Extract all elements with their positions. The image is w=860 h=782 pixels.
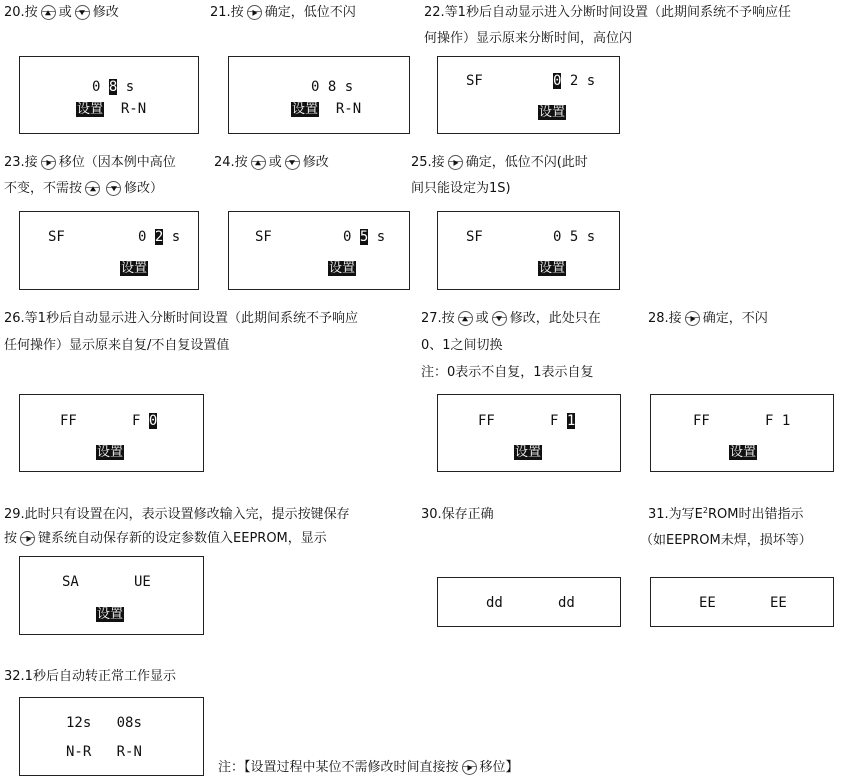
step-20-caption: 20.按 或 修改 bbox=[4, 5, 119, 20]
lcd-display-32: 12s 08s N-R R-N bbox=[19, 697, 204, 776]
step-25-caption: 25.接 确定，低位不闪(此时 bbox=[411, 155, 588, 170]
lcd-display-30: dd dd bbox=[437, 577, 621, 627]
right-key-icon bbox=[685, 311, 700, 326]
up-key-icon bbox=[458, 311, 473, 326]
bottom-note: 注：【设置过程中某位不需修改时间直接按 移位】 bbox=[218, 760, 519, 775]
step-23-caption: 23.接 移位（因本例中高位 bbox=[4, 155, 176, 170]
up-key-icon bbox=[251, 155, 266, 170]
lcd-display-27: FF F 1 设置 bbox=[437, 394, 621, 472]
step-27-caption: 27.按 或 修改，此处只在 bbox=[421, 311, 601, 326]
blinking-digit: 8 bbox=[108, 79, 118, 95]
set-indicator: 设置 bbox=[292, 102, 319, 117]
step-21-caption: 21.按 确定，低位不闪 bbox=[210, 5, 356, 20]
set-indicator: 设置 bbox=[121, 261, 148, 276]
lcd-display-28: FF F 1 设置 bbox=[650, 394, 834, 472]
set-indicator: 设置 bbox=[329, 261, 356, 276]
up-key-icon bbox=[85, 181, 100, 196]
set-indicator: 设置 bbox=[539, 261, 566, 276]
blinking-digit: 2 bbox=[154, 229, 164, 245]
blinking-digit: 1 bbox=[566, 413, 576, 429]
step-31-caption: 31.为写$E^2ROM$时出错指示 bbox=[648, 506, 804, 522]
right-key-icon bbox=[448, 155, 463, 170]
lcd-display-21: 0 8 s 设置 R-N bbox=[228, 56, 410, 134]
set-indicator: 设置 bbox=[539, 105, 566, 120]
lcd-display-26: FF F 0 设置 bbox=[19, 394, 204, 472]
step-24-caption: 24.按 或 修改 bbox=[214, 155, 329, 170]
right-key-icon bbox=[20, 531, 35, 546]
blinking-digit: 0 bbox=[553, 73, 562, 89]
lcd-display-25: SF 0 5 s 设置 bbox=[437, 211, 620, 290]
set-indicator: 设置 bbox=[515, 445, 542, 460]
set-indicator: 设置 bbox=[730, 445, 757, 460]
right-key-icon bbox=[41, 155, 56, 170]
lcd-display-31: EE EE bbox=[650, 577, 834, 627]
lcd-display-29: SA UE 设置 bbox=[19, 556, 204, 635]
step-29-caption: 29.此时只有设置在闪，表示设置修改输入完，提示按键保存 bbox=[4, 507, 350, 522]
down-key-icon bbox=[75, 5, 90, 20]
down-key-icon bbox=[285, 155, 300, 170]
down-key-icon bbox=[492, 311, 507, 326]
step-28-caption: 28.接 确定，不闪 bbox=[648, 311, 768, 326]
right-key-icon bbox=[247, 5, 262, 20]
down-key-icon bbox=[106, 181, 121, 196]
lcd-display-23: SF 0 2 s 设置 bbox=[19, 211, 199, 290]
lcd-display-24: SF 0 5 s 设置 bbox=[228, 211, 410, 290]
step-30-caption: 30.保存正确 bbox=[421, 507, 494, 522]
step-22-caption: 22.等1秒后自动显示进入分断时间设置（此期间系统不予响应任 bbox=[424, 5, 791, 20]
step-27-note: 注：0表示不自复，1表示自复 bbox=[421, 365, 594, 380]
lcd-display-22: SF 0 2 s 设置 bbox=[437, 56, 620, 134]
set-indicator: 设置 bbox=[97, 445, 124, 460]
step-26-caption: 26.等1秒后自动显示进入分断时间设置（此期间系统不予响应 bbox=[4, 311, 358, 326]
blinking-digit: 0 bbox=[148, 413, 158, 429]
step-32-caption: 32.1秒后自动转正常工作显示 bbox=[4, 669, 176, 684]
lcd-display-20: 0 8 s 设置 R-N bbox=[19, 56, 199, 134]
right-key-icon bbox=[462, 760, 477, 775]
blinking-digit: 5 bbox=[359, 229, 369, 245]
set-indicator: 设置 bbox=[97, 607, 124, 622]
up-key-icon bbox=[41, 5, 56, 20]
set-indicator: 设置 bbox=[77, 102, 104, 117]
